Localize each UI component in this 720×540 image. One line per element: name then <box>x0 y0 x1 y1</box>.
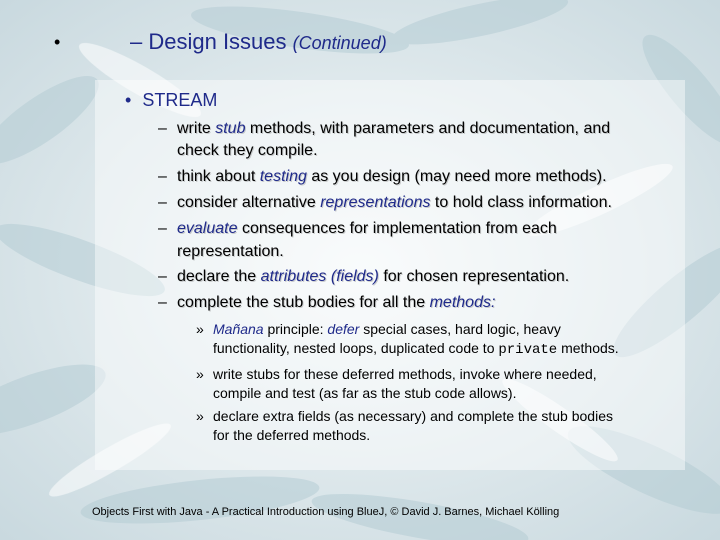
sub-marker: » <box>196 408 204 424</box>
sub-item-continuation: functionality, nested loops, duplicated code to private methods. <box>213 340 619 358</box>
dash: – <box>158 120 167 137</box>
sub-marker: » <box>196 366 204 382</box>
dash: – <box>158 294 167 311</box>
title-suffix: (Continued) <box>292 33 387 53</box>
footer: Objects First with Java - A Practical Introduction using BlueJ, © David J. Barnes, Michael Kölling <box>92 506 560 518</box>
list-item: think about testing as you design (may need more methods). <box>177 168 607 185</box>
dash: – <box>158 168 167 185</box>
list-item: evaluate consequences for implementation from each <box>177 220 557 237</box>
sub-item: Mañana principle: defer special cases, hard logic, heavy <box>213 321 561 337</box>
list-item: consider alternative representations to hold class information. <box>177 194 612 211</box>
list-item: write stub methods, with parameters and documentation, and <box>177 120 611 137</box>
slide-title <box>130 29 387 55</box>
dash: – <box>158 268 167 285</box>
list-item: declare the attributes (fields) for chosen representation. <box>177 268 570 285</box>
stream-label: STREAM <box>142 90 218 110</box>
sub-marker: » <box>196 321 204 337</box>
stream-heading <box>125 90 217 111</box>
sub-item-continuation: for the deferred methods. <box>213 427 371 443</box>
stream-bullet: • <box>125 90 132 110</box>
list-item: complete the stub bodies for all the methods: <box>177 294 496 311</box>
sub-item-continuation: compile and test (as far as the stub code allows). <box>213 385 517 401</box>
sub-item: write stubs for these deferred methods, invoke where needed, <box>213 366 597 382</box>
list-item-continuation: representation. <box>177 243 284 260</box>
sub-item: declare extra fields (as necessary) and complete the stub bodies <box>213 408 613 424</box>
outer-bullet: • <box>54 32 61 52</box>
title-text: – Design Issues <box>130 29 293 54</box>
list-item-continuation: check they compile. <box>177 142 318 159</box>
dash: – <box>158 220 167 237</box>
dash: – <box>158 194 167 211</box>
